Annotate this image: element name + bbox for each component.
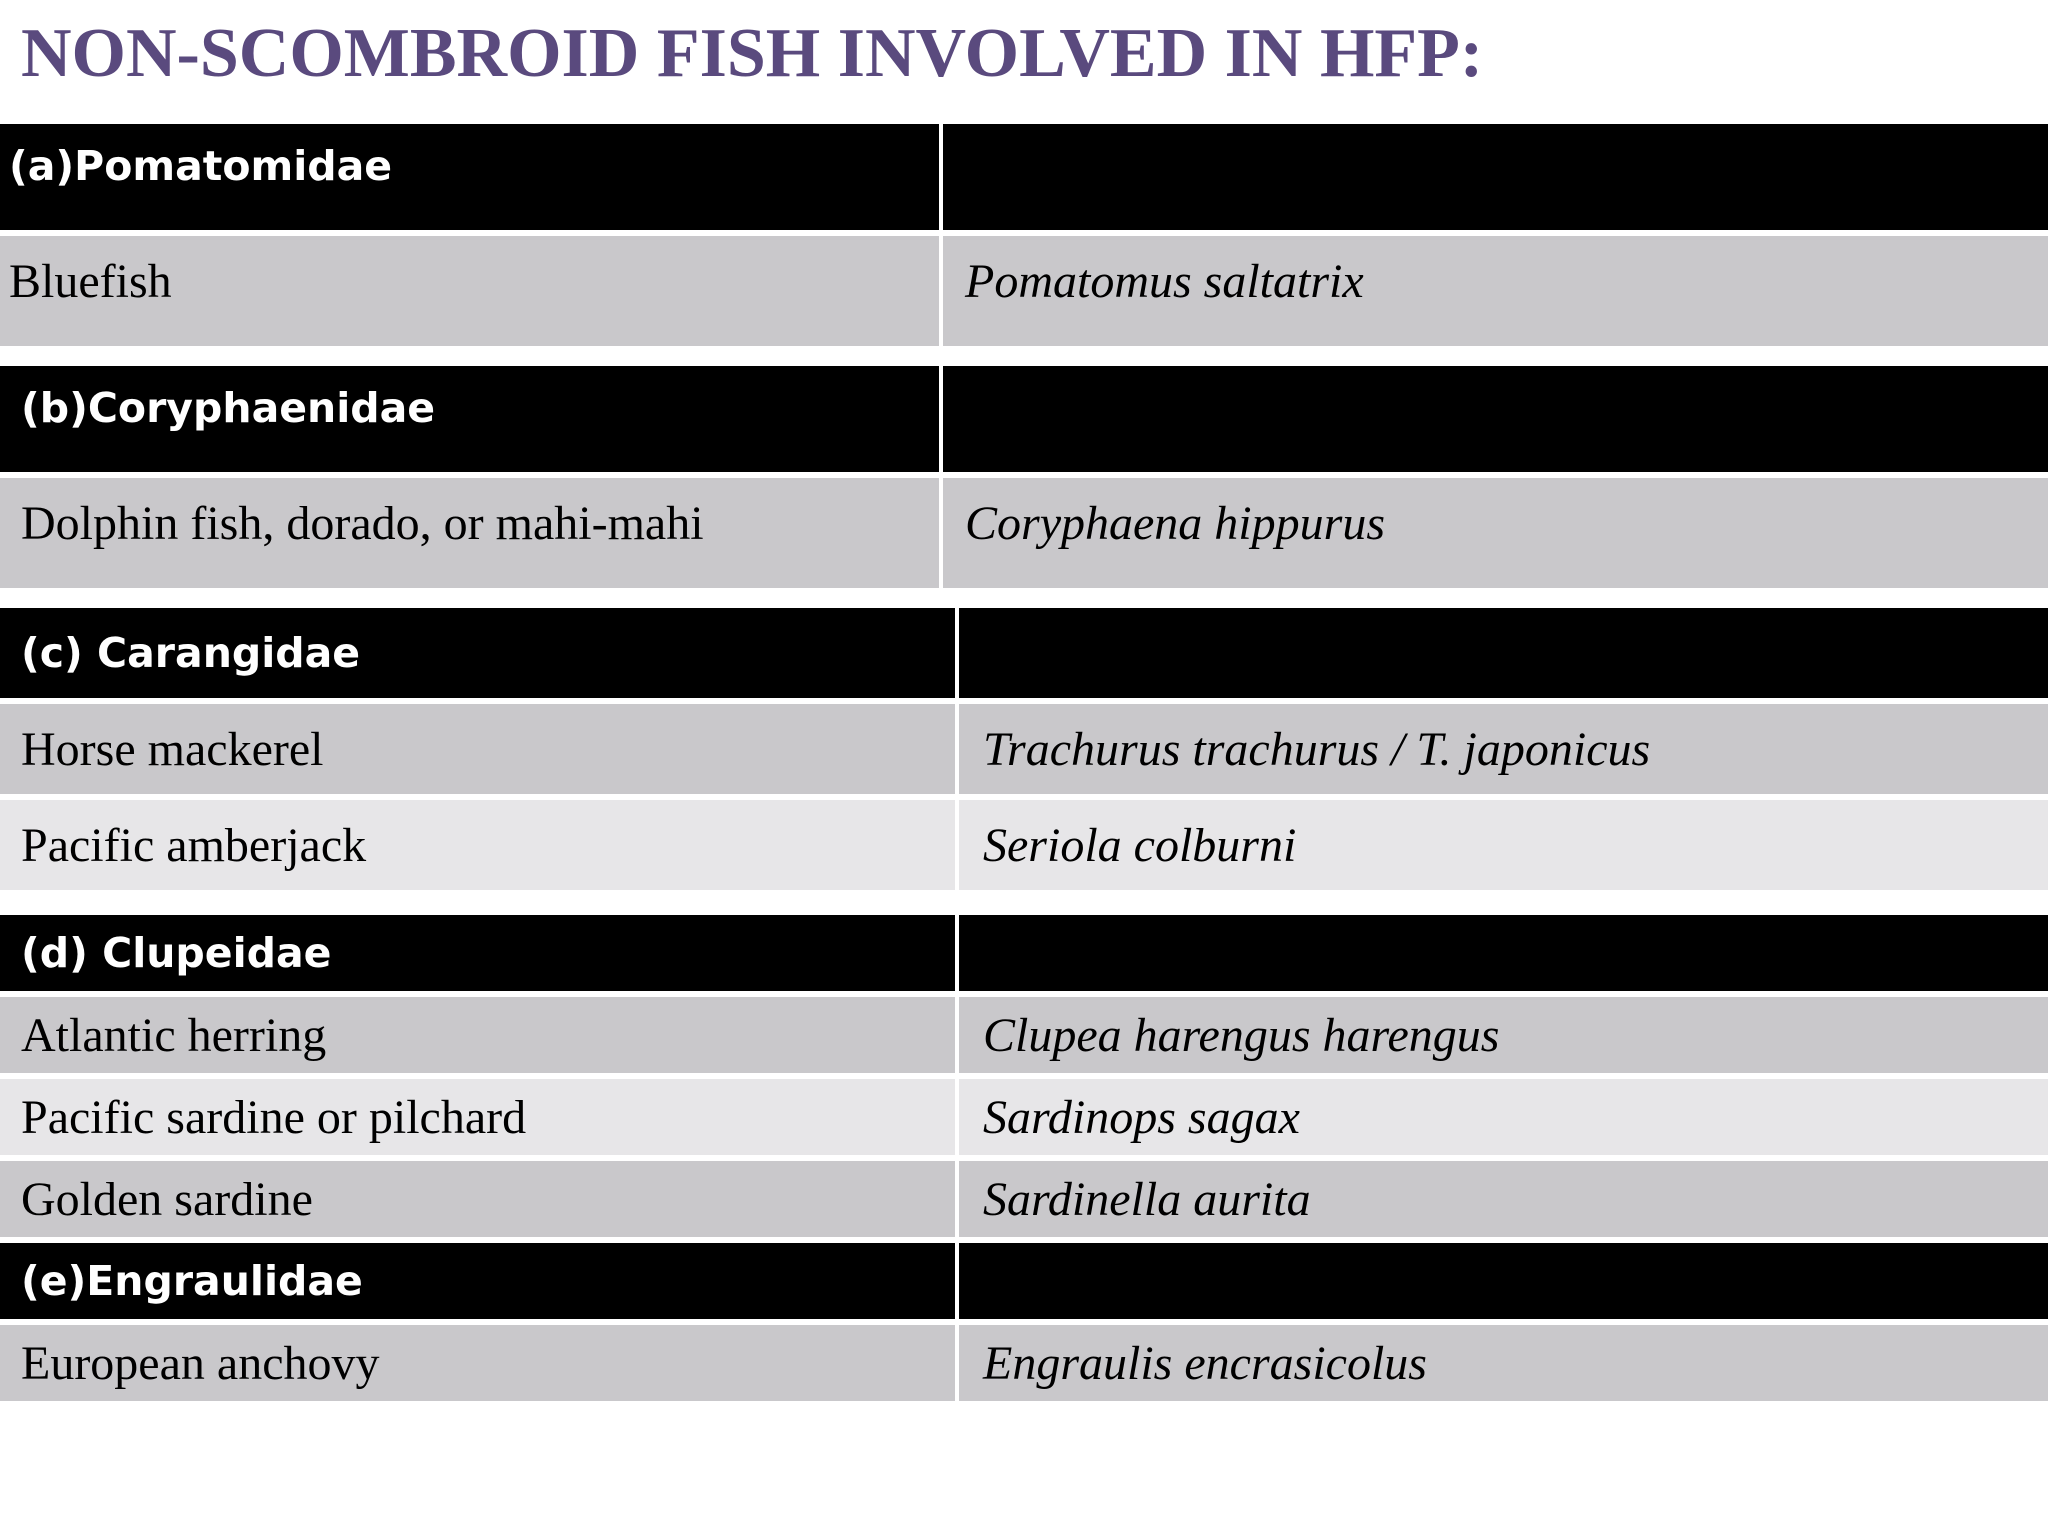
page-title: NON-SCOMBROID FISH INVOLVED IN HFP: xyxy=(21,15,1484,92)
family-table-coryphaenidae xyxy=(0,366,2048,588)
table-row xyxy=(0,1079,2048,1155)
family-name: (b)Coryphaenidae xyxy=(0,366,939,472)
family-header-blank xyxy=(959,1243,2048,1319)
family-header-blank xyxy=(943,124,2048,230)
scientific-name: Sardinops sagax xyxy=(959,1079,2048,1155)
scientific-name: Engraulis encrasicolus xyxy=(959,1325,2048,1401)
table-row xyxy=(0,1161,2048,1237)
table-row xyxy=(0,704,2048,794)
family-name: (c) Carangidae xyxy=(0,608,955,698)
scientific-name: Clupea harengus harengus xyxy=(959,997,2048,1073)
family-table-pomatomidae xyxy=(0,124,2048,346)
scientific-name: Trachurus trachurus / T. japonicus xyxy=(959,704,2048,794)
table-row xyxy=(0,1325,2048,1401)
family-header-row xyxy=(0,366,2048,472)
family-header-blank xyxy=(943,366,2048,472)
family-header-row xyxy=(0,1243,2048,1319)
family-table-clupeidae-engraulidae xyxy=(0,915,2048,1401)
scientific-name: Pomatomus saltatrix xyxy=(943,236,2048,346)
table-row xyxy=(0,800,2048,890)
family-header-row xyxy=(0,608,2048,698)
common-name: Golden sardine xyxy=(0,1161,955,1237)
scientific-name: Coryphaena hippurus xyxy=(943,478,2048,588)
family-table-carangidae xyxy=(0,608,2048,890)
scientific-name: Seriola colburni xyxy=(959,800,2048,890)
common-name: Dolphin fish, dorado, or mahi-mahi xyxy=(0,478,939,588)
table-row xyxy=(0,478,2048,588)
common-name: Bluefish xyxy=(0,236,939,346)
family-name: (d) Clupeidae xyxy=(0,915,955,991)
common-name: Pacific sardine or pilchard xyxy=(0,1079,955,1155)
table-row xyxy=(0,997,2048,1073)
family-name: (e)Engraulidae xyxy=(0,1243,955,1319)
common-name: Horse mackerel xyxy=(0,704,955,794)
family-header-blank xyxy=(959,915,2048,991)
family-header-row xyxy=(0,915,2048,991)
family-name: (a)Pomatomidae xyxy=(0,124,939,230)
common-name: Atlantic herring xyxy=(0,997,955,1073)
scientific-name: Sardinella aurita xyxy=(959,1161,2048,1237)
common-name: Pacific amberjack xyxy=(0,800,955,890)
family-header-row xyxy=(0,124,2048,230)
family-header-blank xyxy=(959,608,2048,698)
table-row xyxy=(0,236,2048,346)
common-name: European anchovy xyxy=(0,1325,955,1401)
